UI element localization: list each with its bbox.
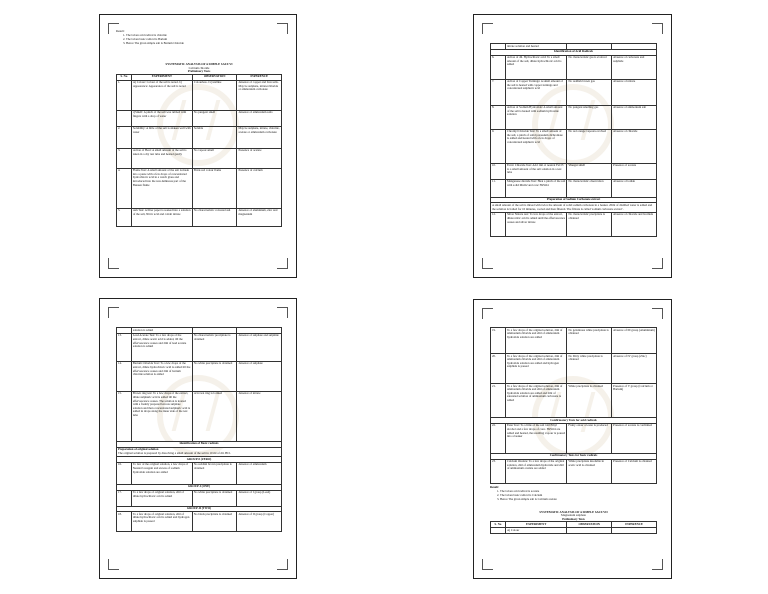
document-page-4 xyxy=(473,299,672,579)
row-inference: Absence of nitrate xyxy=(612,79,657,105)
table-row xyxy=(491,423,657,453)
header-observation: OBSERVATION xyxy=(567,522,612,528)
table-row xyxy=(117,80,282,110)
row-number: 7. xyxy=(491,79,506,105)
row-experiment: A) Colour xyxy=(505,528,566,534)
table-row xyxy=(491,384,657,418)
table-row xyxy=(117,361,282,391)
row-observation: No characteristic precipitate is obtained xyxy=(192,333,237,361)
row-experiment: Manganese dioxide Test: Heat a pinch of the salt with solid MnO2 and conc H2SO4 xyxy=(505,179,566,197)
row-experiment: Action of Heat: A small amount of the salt is taken in a dry test tube and heated gently xyxy=(131,148,192,168)
row-number xyxy=(117,110,132,126)
row-inference: Absence of sulphate xyxy=(237,361,282,391)
table-row xyxy=(117,148,282,168)
row-inference: Presence of acetate is confirmed xyxy=(612,423,657,453)
row-observation: Colourless. Crystalline xyxy=(192,80,237,110)
row-inference: Presence of acetate xyxy=(612,163,657,179)
header-inference: INFERENCE xyxy=(612,522,657,528)
analysis-table xyxy=(490,327,657,484)
row-number: 16. xyxy=(117,462,132,484)
result-item: 1. The Given acid radical is acetate xyxy=(500,489,657,493)
table-row xyxy=(491,179,657,197)
row-experiment: Chromyl Chloride Test: To a small amount of the salt, a pinch of solid potassium dichromate is added and heated with a few drops of concentrated sulphuric acid xyxy=(505,129,566,163)
row-inference: Absence of iodide xyxy=(612,179,657,197)
row-observation: No characteristic observation xyxy=(567,179,612,197)
row-experiment: To a few drops of the original solution, 2ml of ammonium chloride and 2ml of ammonium hydroxide solution are added xyxy=(505,328,566,354)
row-number: 15. xyxy=(117,391,132,441)
row-observation: Soluble xyxy=(192,126,237,148)
row-experiment: To few of the original solution, a few drops of Nessler's reagent and excess of sodium hydroxide solution are added xyxy=(131,462,192,484)
row-experiment: Brown ring test: To a few drops of the extract, dilute sulphuric acid is added till the effervescence ceases. The solution is treated with a freshly prepared ferrous sulphate solution and then concentrated sulphuric acid is added in drops along the inner side of the test tube xyxy=(131,391,192,441)
row-observation: No characteristic precipitate is obtained xyxy=(567,212,612,236)
document-page-1 xyxy=(99,14,297,278)
table-row xyxy=(117,333,282,361)
row-observation: No vapour smell xyxy=(192,148,237,168)
row-number: 12. xyxy=(491,212,506,236)
row-number: 20. xyxy=(491,354,506,384)
row-experiment: c)Smell: A pinch of the salt was rubbed with fingers with a drop of water xyxy=(131,110,192,126)
row-inference: Absence of III group (Aluminium) xyxy=(612,328,657,354)
row-observation: No characteristic gas is evolved xyxy=(567,55,612,79)
table-row xyxy=(117,208,282,226)
row-number xyxy=(491,528,506,534)
row-experiment: Action of Copper Turnings: A small amount of the salt is heated with copper turnings and concentrated sulphuric acid xyxy=(505,79,566,105)
row-experiment: Action of dil. Hydrochloric acid: To a small amount of the salt, dilute hydrochloric acid is added xyxy=(505,55,566,79)
table-row xyxy=(491,528,657,534)
header-experiment: EXPERIMENT xyxy=(505,522,566,528)
row-inference: Absence of ammonium salts xyxy=(237,110,282,126)
table-row xyxy=(491,163,657,179)
row-inference: Absence of sulphate and sulphide xyxy=(237,333,282,361)
row-observation: White precipitate insoluble in acetic acid is obtained xyxy=(567,459,612,483)
salt-name: Calcium chloride xyxy=(188,65,210,70)
row-experiment: solution is added xyxy=(131,328,192,334)
row-inference: Absence of nitrate xyxy=(237,391,282,441)
result-block xyxy=(116,29,282,45)
row-observation: No Dirty white precipitate is obtained xyxy=(567,354,612,384)
analysis-title: SYSTEMATIC ANALYSIS OF A SIMPLE SALT-VII xyxy=(539,509,608,514)
row-inference: Absence of ammonium salt xyxy=(612,105,657,129)
row-number: 10. xyxy=(491,163,506,179)
table-row xyxy=(117,391,282,441)
row-inference: Presence of V group (Calcium or Barium) xyxy=(612,384,657,418)
row-number: 14. xyxy=(117,361,132,391)
group-heading: GROUP-II (TWO) xyxy=(117,506,282,512)
row-inference: May be sulphate, nitrate, chloride, acetate or ammonium carbonate xyxy=(237,126,282,148)
row-observation: No gelatinous white precipitate is obtained xyxy=(567,328,612,354)
row-number: 1. xyxy=(117,80,132,110)
row-observation: No characteristic coloured ash xyxy=(192,208,237,226)
row-number: 17. xyxy=(117,490,132,506)
table-row xyxy=(491,328,657,354)
table-row xyxy=(117,110,282,126)
table-row xyxy=(491,55,657,79)
table-row xyxy=(491,212,657,236)
row-observation: White precipitate is obtained xyxy=(567,384,612,418)
row-inference: Absence of IV group (Zinc) xyxy=(612,354,657,384)
row-number: 18. xyxy=(117,512,132,532)
row-observation: A brown ring is formed xyxy=(192,391,237,441)
row-number: 4. xyxy=(117,168,132,208)
row-observation: No pungent smelling gas xyxy=(567,105,612,129)
result-label: Result: xyxy=(116,29,125,33)
row-observation: No white precipitate is obtained xyxy=(192,490,237,506)
row-number: 21. xyxy=(491,384,506,418)
row-experiment: Flame Test: A small amount of the salt is made into a paste with a few drops of concentrated hydrochloric acid in a watch glass and introduced into the non-luminous part of the Bunsen flame xyxy=(131,168,192,208)
row-observation: No pungent smell xyxy=(192,110,237,126)
row-observation: No reddish brown gas xyxy=(567,79,612,105)
row-inference: Absence of aluminium, zinc and magnesium xyxy=(237,208,282,226)
result-item: 3. Hence The given simple salt is Calcium acetate xyxy=(500,497,657,501)
row-inference: Absence of carbonate and sulphide xyxy=(612,55,657,79)
row-observation: No red orange vapours evolved xyxy=(567,129,612,163)
row-inference: Absence of II group (Copper) xyxy=(237,512,282,532)
row-inference: Absence of ammonium xyxy=(237,462,282,484)
analysis-title: SYSTEMATIC ANALYSIS OF A SIMPLE SALT-VI xyxy=(165,62,233,66)
table-row xyxy=(117,512,282,532)
row-inference: Absence of I group (Lead) xyxy=(237,490,282,506)
row-inference: Presence of acetate xyxy=(237,148,282,168)
row-observation: Fruity odour of ester is produced xyxy=(567,423,612,453)
result-item: 1. The Given acid radical is chloride xyxy=(126,33,282,37)
salt-name: Magnesium sulphate xyxy=(561,513,586,518)
row-experiment: Ferric Chloride Test: Add 1ml of neutral FeCl3 to a small amount of the salt solution in a test tube xyxy=(505,163,566,179)
row-experiment: Ash Test: A filter paper is soaked into a solution of the salt, Nitric acid and cobalt nitrate xyxy=(131,208,192,226)
header-sno: S. No xyxy=(117,74,132,80)
row-experiment: Barium Chloride Test: To a few drops of the extract, dilute hydrochloric acid is added till the effervescence ceases and 2ml of barium chloride solution is added xyxy=(131,361,192,391)
table-row xyxy=(491,105,657,129)
row-number: 11. xyxy=(491,179,506,197)
row-number: 9. xyxy=(491,129,506,163)
result-block xyxy=(490,485,657,501)
row-inference: Presence of Calcium is obtained xyxy=(612,459,657,483)
analysis-table xyxy=(490,43,657,237)
section-heading: Preliminary Tests xyxy=(562,516,585,521)
row-experiment: Calcium Oxalate: To a few drops of the original solution, 2ml of ammonium hydroxide and 2ml of ammonium oxalate are added xyxy=(505,459,566,483)
row-experiment: nitrate solution and heated xyxy=(505,44,566,50)
row-number: 3. xyxy=(117,148,132,168)
row-observation: No white precipitate is obtained xyxy=(192,361,237,391)
header-inference: INFERENCE xyxy=(237,74,282,80)
section-heading: Preparation of Sodium Carbonate extract xyxy=(491,197,657,203)
row-experiment: Lead Acetate Test: To a few drops of the extract, dilute acetic acid is added, till the effervescence ceases and 2ml of lead acetate solution is added xyxy=(131,333,192,361)
row-experiment: To a few drops of original solution, 2ml of dilute hydrochloric acid is added and hydrogen sulphide is passed xyxy=(131,512,192,532)
section-heading: Confirmatory Tests for acid radicals xyxy=(491,418,657,424)
table-row xyxy=(117,126,282,148)
table-row xyxy=(491,459,657,483)
analysis-table xyxy=(490,521,657,534)
row-inference: Presence of calcium xyxy=(237,168,282,208)
row-observation: Vinegar smell xyxy=(567,163,612,179)
header-sno: S. No xyxy=(491,522,506,528)
result-item: 2. The Given basic radical is Barium xyxy=(126,37,282,41)
section-heading: Confirmatory Tests for basic radicals xyxy=(491,453,657,459)
group-heading: GROUP-0 (ZERO) xyxy=(117,456,282,462)
row-experiment: To a few drops of the original solution, 2ml of ammonium chloride and 2ml of ammonium hydroxide solution are added and 2ml of saturated solution of ammonium carbonate is added xyxy=(505,384,566,418)
analysis-table xyxy=(116,74,282,227)
row-inference: Absence of chloride xyxy=(612,129,657,163)
row-inference xyxy=(612,528,657,534)
row-inference: Absence of copper and Iron salts. May be sulphate, nitrate/chloride or ammonium carbonate xyxy=(237,80,282,110)
row-number: 8. xyxy=(491,105,506,129)
section-heading: Preliminary Tests xyxy=(187,69,211,74)
row-inference: Absence of chloride and bromide xyxy=(612,212,657,236)
document-page-2 xyxy=(473,14,672,278)
row-observation: Brick red colour flame xyxy=(192,168,237,208)
table-row xyxy=(117,490,282,506)
row-observation: No black precipitate is obtained xyxy=(192,512,237,532)
group-heading: GROUP-I (ONE) xyxy=(117,484,282,490)
procedure-paragraph xyxy=(117,447,282,456)
table-row xyxy=(491,79,657,105)
row-number: 2. xyxy=(117,126,132,148)
row-number: 5. xyxy=(117,208,132,226)
table-row xyxy=(117,168,282,208)
result-item: 2. The Given basic radical is Calcium xyxy=(500,493,657,497)
row-number: 13. xyxy=(117,333,132,361)
result-item: 3. Hence The given simple salt is Barium Chloride xyxy=(126,41,282,45)
row-number: 22. xyxy=(491,423,506,453)
row-number: 23. xyxy=(491,459,506,483)
section-heading: Identification of Basic radicals xyxy=(117,441,282,447)
procedure-text: The original solution is prepared by dissolving a small amount of the salt in 10 ml of dil. HCl. xyxy=(118,450,231,455)
row-observation: No reddish brown precipitate is obtained xyxy=(192,462,237,484)
row-experiment: A) Colour: Colour of the salt is noted. b) Appearance: Appearance of the salt is noted xyxy=(131,80,192,110)
row-number: 6. xyxy=(491,55,506,79)
header-experiment: EXPERIMENT xyxy=(131,74,192,80)
table-row xyxy=(117,462,282,484)
row-number: 19. xyxy=(491,328,506,354)
header-observation: OBSERVATION xyxy=(192,74,237,80)
table-row xyxy=(491,354,657,384)
analysis-table xyxy=(116,327,282,532)
section-heading: Identification of Acid Radicals xyxy=(491,49,657,55)
row-experiment: Action of Sodium Hydroxide: A small amount of the salt is heated with sodium hydroxide solution xyxy=(505,105,566,129)
row-experiment: Ester Test: To a little of the salt 1ml Ethyl alcohol and a few drops of conc. H2SO4 are added and heated, the resulting vapour is poured into a beaker xyxy=(505,423,566,453)
procedure-title: Preparation of original solution xyxy=(118,447,159,452)
table-row xyxy=(491,129,657,163)
procedure-paragraph: A small amount of the salt is mixed with twice the amount of solid sodium carbonate in a beaker. 20ml of distilled water is added and the solution is boiled for 10 minutes, cooled and then filtered. The filtrate is called 'sodium carbonate extract'. xyxy=(491,203,657,212)
document-page-3 xyxy=(99,298,297,579)
row-experiment: Solubility: A little of the salt is shaken well with water xyxy=(131,126,192,148)
row-experiment: To a few drops of the original solution, 2ml of ammonium chloride and 2ml of ammonium hydroxide solution are added and hydrogen sulphide is passed xyxy=(505,354,566,384)
row-experiment: Silver Nitrate test: To few drops of the extract, dilute nitric acid is added until the effervescence ceases and silver nitrate xyxy=(505,212,566,236)
result-label: Result: xyxy=(490,484,500,489)
row-observation xyxy=(567,528,612,534)
row-experiment: To a few drops of original solution, 2ml of dilute hydrochloric acid is added xyxy=(131,490,192,506)
